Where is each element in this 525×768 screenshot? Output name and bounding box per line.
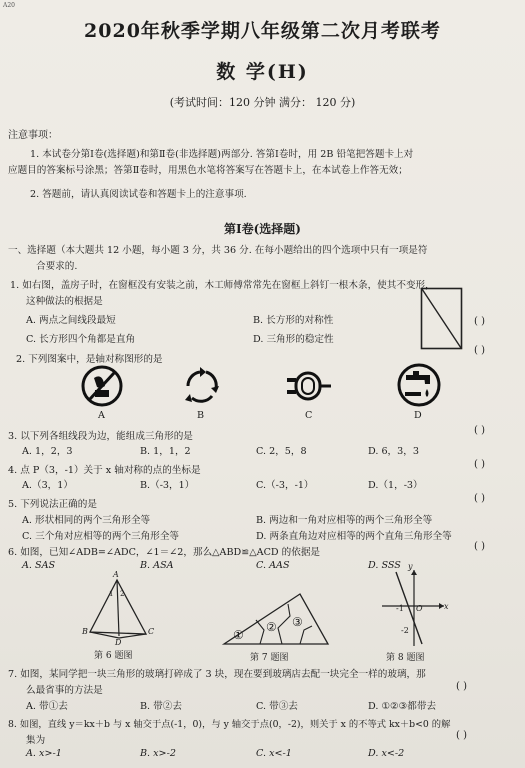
q2-label-d: D xyxy=(414,410,422,421)
notes-line-2: 应题目的答案标号涂黑；答第Ⅱ卷时，用黑色水笔将答案写在答题卡上，在本试卷上作答无效； xyxy=(8,165,408,176)
q5-option-d: D. 两条直角边对应相等的两个直角三角形全等 xyxy=(256,531,452,542)
q4-stem: 4. 点 P（3，-1）关于 x 轴对称的点的坐标是 xyxy=(8,465,201,476)
window-frame-figure xyxy=(420,287,464,351)
exam-title: 2020年秋季学期八年级第二次月考联考 xyxy=(84,20,441,42)
q7-option-d: D. ①②③都带去 xyxy=(368,701,437,712)
q7-stem-1: 7. 如图，某同学把一块三角形的玻璃打碎成了 3 块，现在要到玻璃店去配一块完全一样的玻璃，那 xyxy=(8,669,426,680)
q6-answer-paren: ( ) xyxy=(474,541,485,552)
q1-answer-paren: ( ) xyxy=(474,316,485,327)
q1-option-d: D. 三角形的稳定性 xyxy=(253,334,334,345)
q8-stem-1: 8. 如图，直线 y＝kx＋b 与 x 轴交于点(-1，0)，与 y 轴交于点(0，-2)，则关于 x 的不等式 kx＋b<0 的解 xyxy=(8,719,451,730)
fig8-label-minus1: -1 xyxy=(396,604,404,613)
q4-option-c: C.（-3，-1） xyxy=(256,480,314,491)
q7-stem-2: 么最省事的方法是 xyxy=(26,685,103,696)
q1-stem-2: 这种做法的根据是 xyxy=(26,296,103,307)
q4-option-d: D.（1，-3） xyxy=(368,480,423,491)
fig6-caption: 第 6 题图 xyxy=(94,651,133,661)
figure-6-triangle xyxy=(80,574,158,646)
q1-option-a: A. 两点之间线段最短 xyxy=(26,315,116,326)
section-intro-2: 合要求的. xyxy=(36,261,78,272)
q1-option-c: C. 长方形四个角都是直角 xyxy=(26,334,136,345)
notes-heading: 注意事项： xyxy=(8,130,58,141)
q6-stem: 6. 如图，已知∠ADB=∠ADC，∠1＝∠2，那么△ABD≌△ACD 的依据是 xyxy=(8,547,321,558)
q3-option-b: B. 1，1，2 xyxy=(140,446,191,457)
figure-8-line-graph xyxy=(378,566,448,648)
fig6-label-2: 2 xyxy=(120,590,125,598)
q5-stem: 5. 下列说法正确的是 xyxy=(8,499,97,510)
notes-line-3: 2. 答题前，请认真阅读试卷和答题卡上的注意事项. xyxy=(30,189,247,200)
q5-answer-paren: ( ) xyxy=(474,493,485,504)
q6-option-b: B. ASA xyxy=(140,560,174,571)
fig6-label-a: A xyxy=(113,570,119,579)
no-litter-icon xyxy=(80,364,124,408)
subject-title: 数 学(H) xyxy=(216,61,309,83)
q3-stem: 3. 以下列各组线段为边，能组成三角形的是 xyxy=(8,431,193,442)
save-water-faucet-icon xyxy=(396,362,442,408)
q7-option-b: B. 带②去 xyxy=(140,701,182,712)
q5-option-c: C. 三个角对应相等的两个三角形全等 xyxy=(22,531,180,542)
fig8-label-origin: O xyxy=(416,604,423,613)
fig8-label-x: x xyxy=(444,602,449,611)
notes-line-1: 1. 本试卷分第Ⅰ卷(选择题)和第Ⅱ卷(非选择题)两部分. 答第Ⅰ卷时，用 2B 铅笔把答题卡上对 xyxy=(30,149,414,160)
q2-stem: 2. 下列图案中，是轴对称图形的是 xyxy=(16,354,163,365)
q4-option-b: B.（-3，1） xyxy=(140,480,195,491)
fig7-piece-3: ③ xyxy=(292,615,303,629)
fig7-caption: 第 7 题图 xyxy=(250,653,289,663)
q8-answer-paren: ( ) xyxy=(456,730,467,741)
q1-option-b: B. 长方形的对称性 xyxy=(253,315,334,326)
fig6-label-c: C xyxy=(148,627,155,636)
q2-answer-paren: ( ) xyxy=(474,345,485,356)
fig7-piece-1: ① xyxy=(233,628,244,642)
time-info: (考试时间：120 分钟 满分： 120 分) xyxy=(169,96,356,109)
fig8-label-y: y xyxy=(408,562,413,571)
q3-option-d: D. 6，3，3 xyxy=(368,446,419,457)
q6-option-d: D. SSS xyxy=(368,560,401,571)
q6-option-c: C. AAS xyxy=(256,560,290,571)
fig6-label-b: B xyxy=(82,627,88,636)
q5-option-b: B. 两边和一角对应相等的两个三角形全等 xyxy=(256,515,433,526)
section-title: 第Ⅰ卷(选择题) xyxy=(224,222,301,236)
fig8-label-minus2: -2 xyxy=(401,626,409,635)
corner-mark: A20 xyxy=(3,2,15,9)
q8-stem-2: 集为 xyxy=(26,735,46,746)
q8-option-d: D. x<-2 xyxy=(368,748,405,759)
q5-option-a: A. 形状相同的两个三角形全等 xyxy=(22,515,151,526)
q7-answer-paren: ( ) xyxy=(456,681,467,692)
q8-option-b: B. x>-2 xyxy=(140,748,176,759)
q2-label-b: B xyxy=(197,410,205,421)
fig6-label-1: 1 xyxy=(109,590,114,598)
q4-option-a: A.（3，1） xyxy=(22,480,73,491)
q3-answer-paren: ( ) xyxy=(474,425,485,436)
q1-stem-1: 1. 如右图，盖房子时，在窗框没有安装之前，木工师傅常常先在窗框上斜钉一根木条，使其不变形， xyxy=(10,280,435,291)
q2-label-a: A xyxy=(98,410,105,421)
q7-option-c: C. 带③去 xyxy=(256,701,298,712)
q3-option-a: A. 1，2，3 xyxy=(22,446,73,457)
power-plug-icon xyxy=(284,364,334,408)
q7-option-a: A. 带①去 xyxy=(26,701,68,712)
q4-answer-paren: ( ) xyxy=(474,459,485,470)
q8-option-a: A. x>-1 xyxy=(26,748,62,759)
fig8-caption: 第 8 题图 xyxy=(386,653,425,663)
fig6-label-d: D xyxy=(115,638,122,647)
q3-option-c: C. 2，5，8 xyxy=(256,446,307,457)
q6-option-a: A. SAS xyxy=(22,560,56,571)
fig7-piece-2: ② xyxy=(266,620,277,634)
section-intro-1: 一、选择题（本大题共 12 小题，每小题 3 分，共 36 分. 在每小题给出的四个选项中只有一项是符 xyxy=(8,245,428,256)
q8-option-c: C. x<-1 xyxy=(256,748,292,759)
q2-label-c: C xyxy=(305,410,313,421)
recycle-arrows-icon xyxy=(180,364,224,408)
